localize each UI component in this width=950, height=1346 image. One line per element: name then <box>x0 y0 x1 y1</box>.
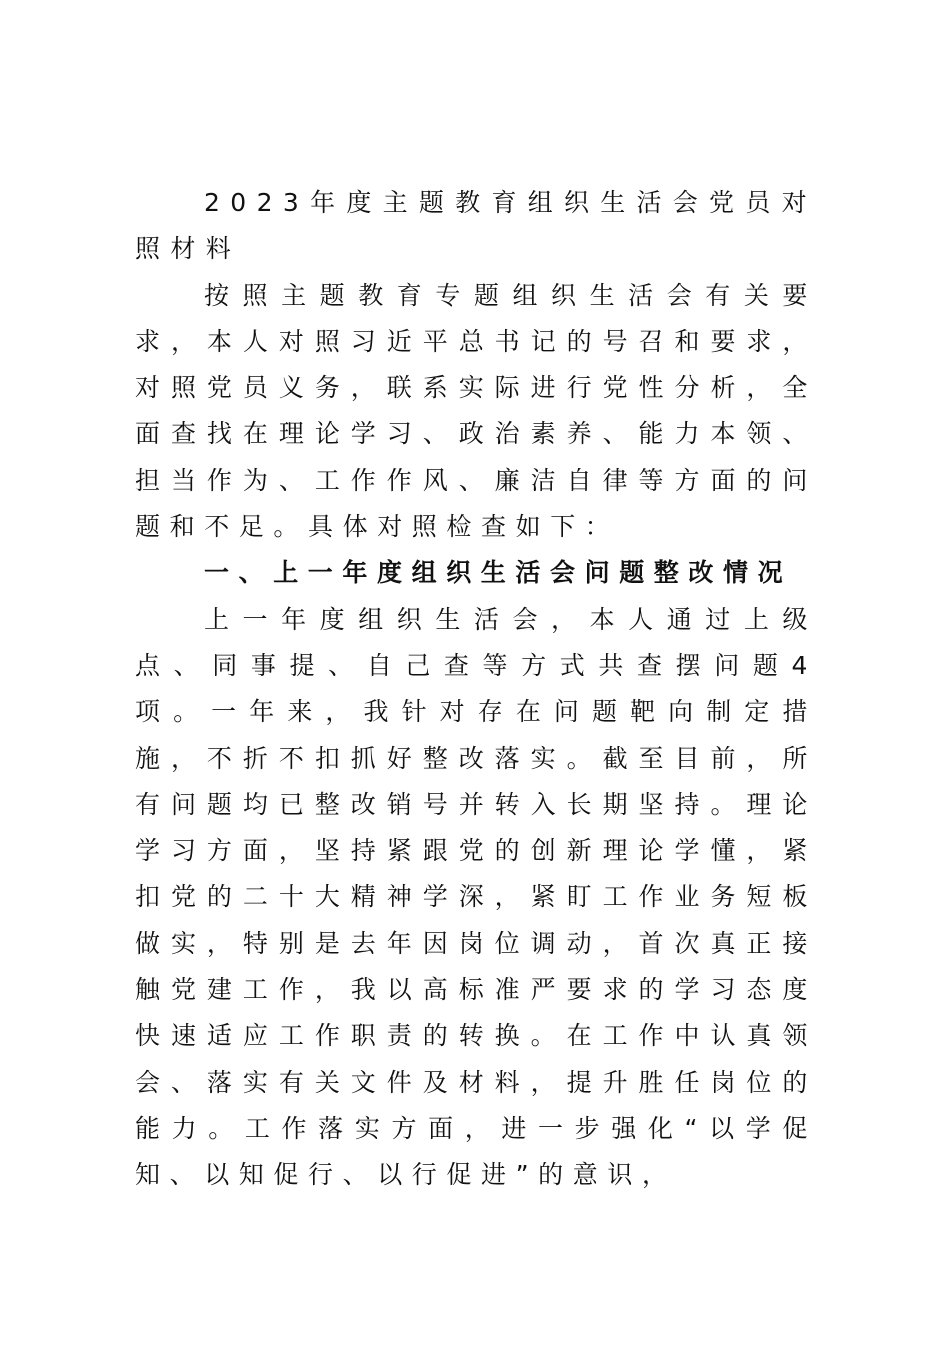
document-title: 2023年度主题教育组织生活会党员对照材料 <box>135 188 817 264</box>
section-heading: 一、上一年度组织生活会问题整改情况 <box>204 558 793 588</box>
section-body-paragraph: 上一年度组织生活会，本人通过上级点、同事提、自己查等方式共查摆问题4项。一年来，我针对存在问题靶向制定措施，不折不扣抓好整改落实。截至目前，所有问题均已整改销号并转入长期坚持。理论学习方面，坚持紧跟党的创新理论学懂，紧扣党的二十大精神学深，紧盯工作业务短板做实，特别是去年因岗位调动，首次真正接触党建工作，我以高标准严要求的学习态度快速适应工作职责的转换。在工作中认真领会、落实有关文件及材料，提升胜任岗位的能力。工作落实方面，进一步强化“以学促知、以知促行、以行促进”的意识， <box>135 604 817 1190</box>
intro-paragraph: 按照主题教育专题组织生活会有关要求，本人对照习近平总书记的号召和要求，对照党员义务，联系实际进行党性分析，全面查找在理论学习、政治素养、能力本领、担当作为、工作作风、廉洁自律等方面的问题和不足。具体对照检查如下： <box>135 280 817 542</box>
document-body <box>135 180 817 1199</box>
